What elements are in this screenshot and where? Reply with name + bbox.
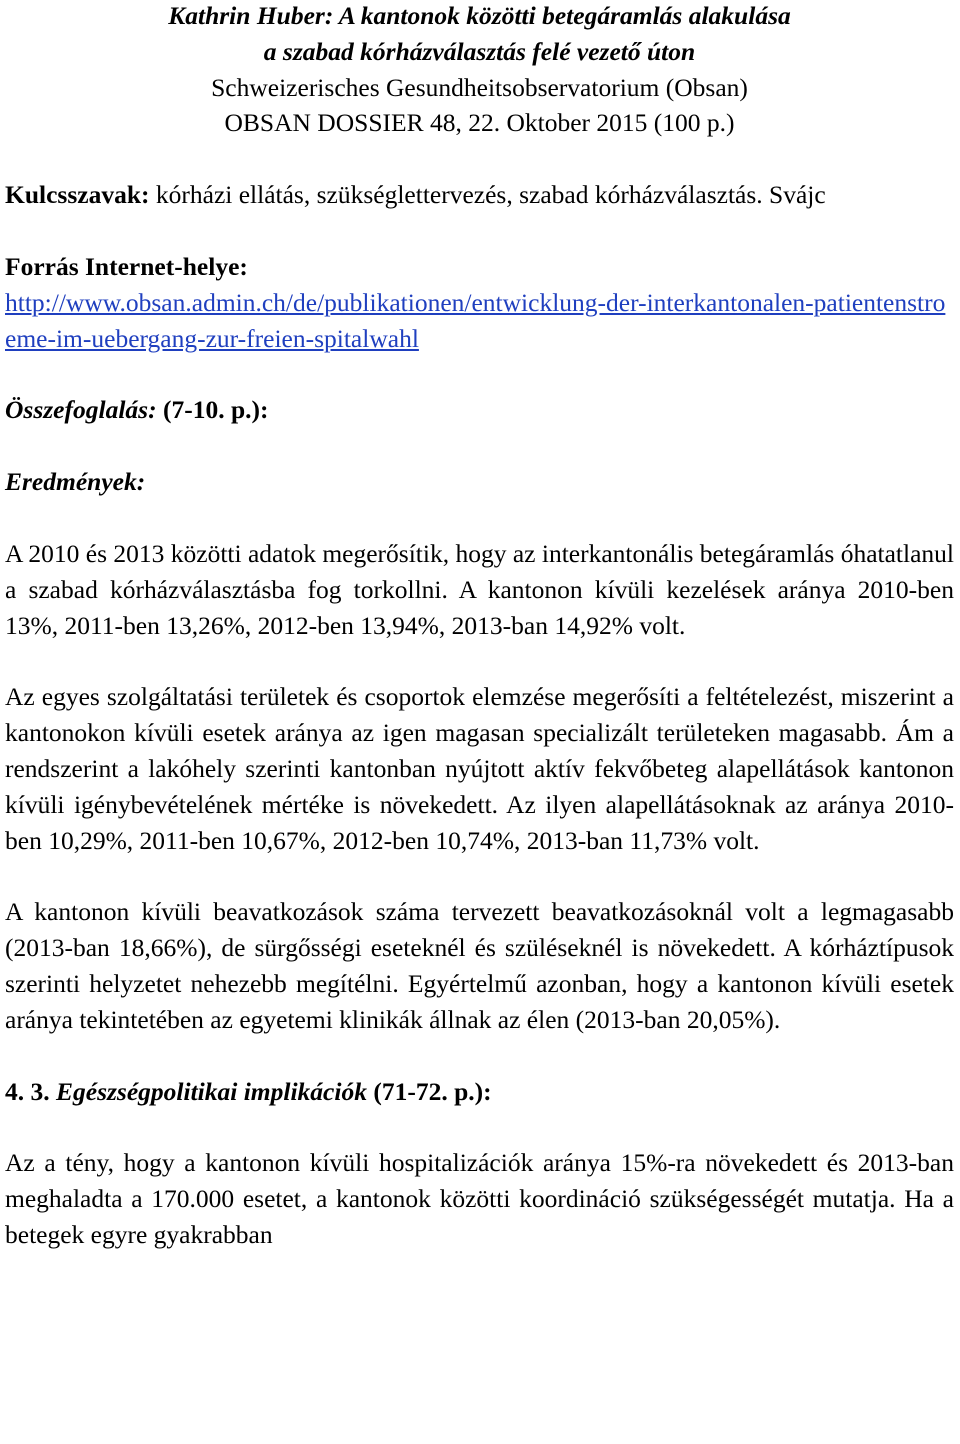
- section-pages: (71-72. p.):: [366, 1076, 492, 1106]
- keywords-text: kórházi ellátás, szükséglettervezés, szabad kórházválasztás. Svájc: [149, 180, 826, 210]
- publisher: Schweizerisches Gesundheitsobservatorium (Obsan): [211, 72, 748, 102]
- section-heading: [5, 1074, 954, 1110]
- source-link[interactable]: http://www.obsan.admin.ch/de/publikationen/entwicklung-der-interkantonalen-patientenstroeme-im-uebergang-zur-freien-spitalwahl: [5, 287, 946, 353]
- summary-heading: [5, 392, 954, 428]
- series-info: OBSAN DOSSIER 48, 22. Oktober 2015 (100 p.): [224, 108, 735, 138]
- paragraph-2: Az egyes szolgáltatási területek és csoportok elemzése megerősíti a feltételezést, miszerint a kantonokon kívüli esetek aránya az igen magasan specializált területeken magasabb. Ám a rendszerint a lakóhely szerinti kantonban nyújtott aktív fekvőbeteg alapellátások kantonon kívüli igénybevételének mértéke is növekedett. Az ilyen alapellátásoknak az aránya 2010-ben 10,29%, 2011-ben 10,67%, 2012-ben 10,74%, 2013-ban 11,73% volt.: [5, 682, 954, 855]
- final-paragraph: Az a tény, hogy a kantonon kívüli hospitalizációk aránya 15%-ra növekedett és 2013-ban meghaladta a 170.000 esetet, a kantonok közötti koordináció szükségességét mutatja. Ha a betegek egyre gyakrabban: [5, 1148, 954, 1249]
- source-label: Forrás Internet-helye:: [5, 251, 248, 281]
- paragraph-3: A kantonon kívüli beavatkozások száma tervezett beavatkozásoknál volt a legmagasabb (2013-ban 18,66%), de sürgősségi eseteknél és szüléseknél is növekedett. A kórháztípusok szerinti helyzetet nehezebb megítélni. Egyértelmű azonban, hogy a kantonon kívüli esetek aránya tekintetében az egyetemi klinikák állnak az élen (2013-ban 20,05%).: [5, 897, 954, 1034]
- section-number: 4. 3.: [5, 1076, 56, 1106]
- summary-pages: (7-10. p.):: [156, 395, 269, 425]
- title-line-2: a szabad kórházválasztás felé vezető úton: [263, 36, 696, 66]
- source-link-wrap: [5, 285, 954, 357]
- keywords: [5, 177, 954, 213]
- summary-label: Összefoglalás:: [5, 395, 157, 425]
- document-header: [5, 0, 954, 141]
- results-heading: Eredmények:: [5, 467, 146, 497]
- section-title: Egészségpolitikai implikációk: [56, 1076, 367, 1106]
- title-line-1: Kathrin Huber: A kantonok közötti betegáramlás alakulása: [168, 1, 791, 30]
- paragraph-1: A 2010 és 2013 közötti adatok megerősítik, hogy az interkantonális betegáramlás óhatatlanul a szabad kórházválasztásba fog torkollni. A kantonon kívüli kezelések aránya 2010-ben 13%, 2011-ben 13,26%, 2012-ben 13,94%, 2013-ban 14,92% volt.: [5, 538, 954, 640]
- keywords-label: Kulcsszavak:: [5, 180, 150, 210]
